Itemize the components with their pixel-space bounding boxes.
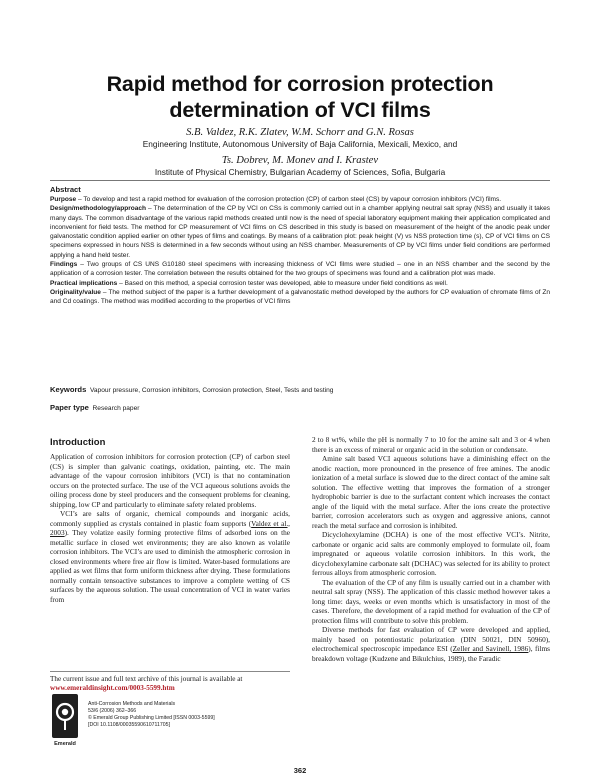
practical-label: Practical implications (50, 279, 118, 287)
introduction-heading: Introduction (50, 437, 106, 448)
journal-doi: [DOI 10.1108/00035590610711705] (88, 721, 171, 728)
emerald-logo-icon (52, 694, 78, 746)
paragraph: Amine salt based VCI aqueous solutions have a diminishing effect on the anodic reaction, more pronounced in the presence of free amines. The anodic ionization of a metal surface is slowed due to the direct contact of the amine salt solution. The effective wetting that improves the formation of a stronger hydrophobic barrier is due to the surfactant content which increases the contact angle of the liquid with the metal surface. After the ions create the protective barrier, corrosion accelerators such as oxygen and aggressive anions, cannot reach the metal surface and corrosion is inhibited. (312, 454, 550, 530)
originality-label: Originality/value (50, 288, 101, 296)
abstract-originality (50, 288, 550, 307)
keywords-line (50, 385, 550, 395)
findings-label: Findings (50, 261, 78, 269)
paragraph (312, 625, 550, 663)
paragraph-text: ), films breakdown voltage (Kudzene and Bikulchius, 1989), the Faradic (312, 644, 550, 663)
title-line-1: Rapid method for corrosion protection (106, 72, 494, 96)
right-column (312, 435, 550, 663)
paper-type-label: Paper type (50, 403, 89, 412)
paragraph (50, 509, 290, 604)
paragraph-text: ). They volatize easily forming protective films of adsorbed ions on the metallic surface in closed wet environments; they are also known as volatile corrosion inhibitors. The VCI’s are used to diminish the atmospheric corrosion in closed environments where free air flow is limited. Water-based formulations are applied as wet films that form uniform thickness after drying. These formulations normally contain tensoactive substances to improve a complete wetting of CS surfaces by the aqueous solution. The usual concentration of VCI in water varies from (50, 528, 290, 604)
logo-label: Emerald (54, 741, 76, 746)
journal-url-link[interactable]: www.emeraldinsight.com/0003-5599.htm (50, 684, 175, 693)
journal-info (88, 701, 328, 729)
authors-group-2: Ts. Dobrev, M. Monev and I. Krastev (221, 155, 379, 166)
left-column (50, 452, 290, 604)
paragraph: 2 to 8 wt%, while the pH is normally 7 to 10 for the amine salt and 3 or 4 when there is an excess of mineral or organic acid in the solution or condensate. (312, 435, 550, 454)
findings-text: – Two groups of CS UNS G10180 steel specimens with increasing thickness of VCI films were studied – one in an NSS chamber and the second by the application of a corrosion tester. The correlation between the results obtained for the two groups of specimens was found and a calibration plot was made. (50, 261, 550, 278)
journal-name: Anti-Corrosion Methods and Materials (88, 701, 176, 707)
paper-type-text: Research paper (92, 405, 140, 412)
design-text: – The determination of the CP by VCI on CSs is commonly carried out in a chamber applying neutral salt spray (NSS) and usually it takes many days. The common disadvantage of the various rapid methods created until now is the need of special laboratory equipment making their application complicated and inconvenient for field tests. The method for CP measurement of VCI films on CS described in this study is based on measurement of the height of the anodic peak under galvanostatic condition applied earlier on other types of films and coatings. By means of a calibration plot: peak height (V) vs NSS protection time (s), CP of VCI films on CS specimens expressed in hours NSS is determined in a few seconds without using an NSS chamber. Measurements of CP by VCI films under field conditions are performed applying a hand held tester. (50, 205, 550, 259)
abstract-heading: Abstract (50, 185, 81, 194)
keywords-text: Vapour pressure, Corrosion inhibitors, Corrosion protection, Steel, Tests and testing (89, 387, 334, 394)
citation-text: Valdez et al., 2003 (50, 518, 290, 537)
abstract-findings (50, 260, 550, 279)
citation-text: Zeller and Savinell, 1986 (452, 644, 529, 653)
title-line-2: determination of VCI films (169, 98, 431, 122)
journal-copyright: © Emerald Group Publishing Limited [ISSN 0003-5599] (88, 714, 215, 721)
design-label: Design/methodology/approach (50, 205, 147, 213)
abstract-purpose (50, 195, 550, 204)
abstract-practical (50, 279, 550, 288)
page-number: 362 (293, 766, 307, 775)
purpose-text: – To develop and test a rapid method for evaluation of the corrosion protection (CP) of carbon steel (CS) by vapour corrosion inhibitors (VCI) films. (76, 196, 502, 203)
paragraph: The evaluation of the CP of any film is usually carried out in a chamber with neutral salt spray (NSS). The application of this classic method however takes a long time: days, weeks or even months which is unsatisfactory in most of the cases. Therefore, the development of a rapid method for evaluation of the CP of protection films will contribute to solve this problem. (312, 577, 550, 625)
affiliation-1: Engineering Institute, Autonomous University of Baja California, Mexicali, Mexico, and (142, 139, 458, 149)
journal-volume: 53/6 (2006) 362–366 (88, 707, 137, 714)
practical-text: – Based on this method, a special corrosion tester was developed, able to measure under field conditions as well. (117, 279, 448, 287)
footnote-text: The current issue and full text archive of this journal is available at (50, 675, 243, 683)
keywords-label: Keywords (50, 385, 87, 394)
paper-type-line (50, 403, 550, 413)
abstract-design (50, 204, 550, 260)
citation-link[interactable] (453, 644, 529, 653)
footnote (50, 675, 290, 693)
authors-group-1: S.B. Valdez, R.K. Zlatev, W.M. Schorr and G.N. Rosas (186, 127, 414, 138)
paragraph: Application of corrosion inhibitors for corrosion protection (CP) of carbon steel (CS) is simpler than galvanic coatings, oxidation, painting, etc. The main advantage of the vapour corrosion inhibitors (VCI) is that no contamination occurs on the protected surface. The use of the VCI aqueous solutions avoids the oiling process done by steel producers and the consequent problems for cleaning, shipping, low CP and particularly to eliminate safety related problems. (50, 452, 290, 509)
originality-text: – The method subject of the paper is a further development of a galvanostatic method developed by the authors for CP evaluation of chromate films of Zn and Cd coatings. The method was modified according to the properties of VCI films (50, 288, 550, 306)
paragraph-text: VCI’s are salts of organic, chemical compounds and inorganic acids, commonly supplied as crystals contained in plastic foam supports ( (50, 509, 290, 528)
paragraph-text: Diverse methods for fast evaluation of CP were developed and applied, mainly based on potentiostatic polarization (DIN 50021, DIN 50960), electrochemical spectroscopic impedance ESI ( (312, 625, 550, 653)
paragraph: Dicyclohexylamine (DCHA) is one of the most effective VCI’s. Nitrite, carbonate or organic acid salts are commonly employed to formulate oil, foam impregnated or aqueous volatile corrosion inhibitors. In this work, the dicyclohexylamine carbonate salt (DCHAC) was selected for its ability to protect ferrous alloys from atmospheric corrosion. (312, 530, 550, 577)
purpose-label: Purpose (50, 196, 77, 203)
footnote-divider (50, 671, 290, 672)
abstract-block (50, 185, 550, 307)
header-divider (50, 180, 550, 181)
affiliation-2: Institute of Physical Chemistry, Bulgarian Academy of Sciences, Sofia, Bulgaria (154, 167, 446, 177)
paper-title (40, 71, 560, 123)
